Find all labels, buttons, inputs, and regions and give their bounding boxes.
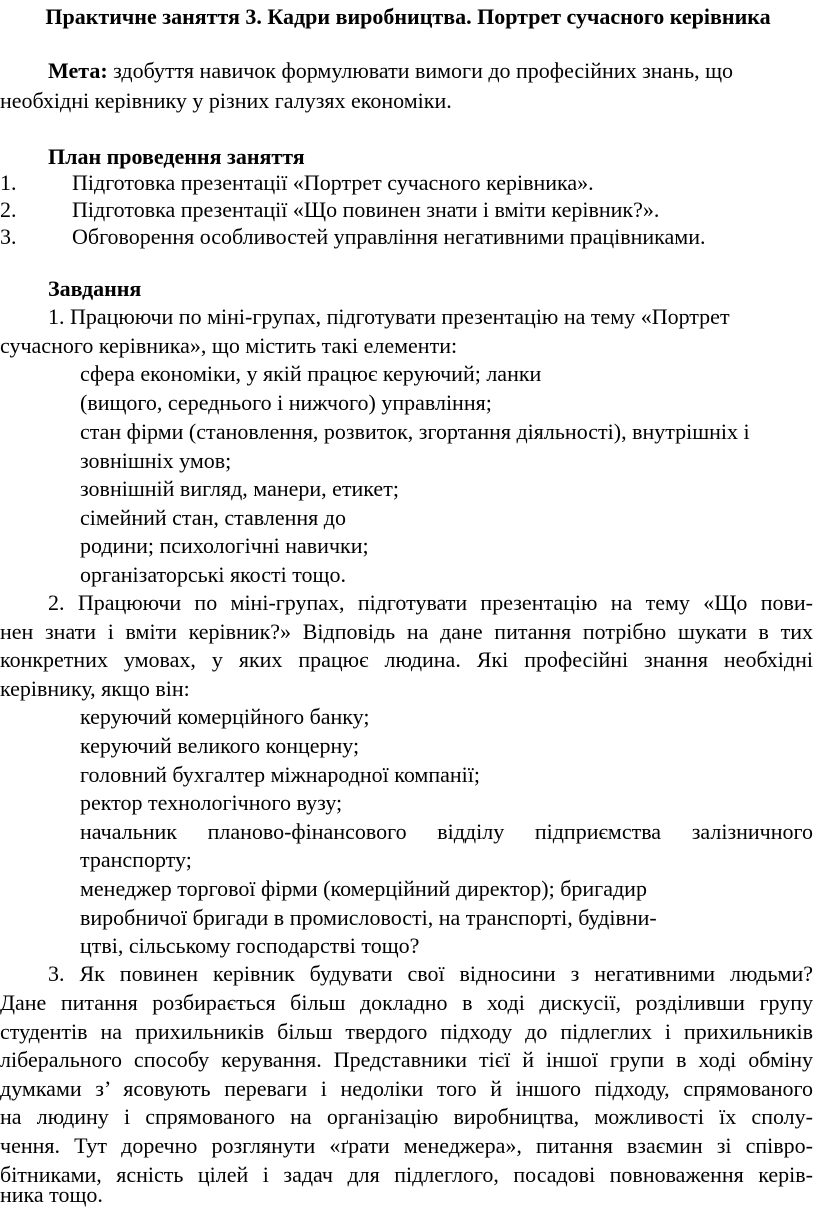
task3-line: 3. Як повинен керівник будувати свої відносини з негативними людьми? <box>48 961 813 986</box>
task3-line: студентів на прихильників більш твердого підходу до підлеглих і прихильників <box>0 1019 813 1044</box>
task2-role: цтві, сільському господарстві тощо? <box>80 933 420 958</box>
task2-line-1: 2. Працюючи по міні-групах, підготувати презентацію на тему «Що пови- <box>48 590 813 615</box>
task3-line: Дане питання розбирається більш докладно в ході дискусії, розділивши групу <box>0 990 813 1015</box>
goal-line-2: необхідні керівнику у різних галузях економіки. <box>0 88 452 113</box>
plan-item-number: 3. <box>0 224 17 249</box>
task3-line: думками з’ ясовують переваги і недоліки того й іншого підходу, спрямованого <box>0 1076 813 1101</box>
task2-role: виробничої бригади в промисловості, на транспорті, будівни- <box>80 905 657 930</box>
plan-item-number: 2. <box>0 197 17 222</box>
task2-line-2: нен знати і вміти керівник?» Відповідь на дане питання потрібно шукати в тих <box>0 619 813 644</box>
plan-item-text: Підготовка презентації «Що повинен знати і вміти керівник?». <box>72 197 660 222</box>
plan-heading: План проведення заняття <box>48 144 305 169</box>
task1-element: сфера економіки, у якій працює керуючий; ланки <box>80 361 542 386</box>
task2-role: ректор технологічного вузу; <box>80 790 343 815</box>
task2-role: керуючий комерційного банку; <box>80 704 370 729</box>
tasks-heading: Завдання <box>48 276 142 301</box>
task1-element: організаторські якості тощо. <box>80 562 346 587</box>
task2-role: начальник планово-фінансового відділу підприємства залізничного <box>80 819 813 844</box>
plan-item-text: Підготовка презентації «Портрет сучасного керівника». <box>72 170 594 195</box>
task3-line: ліберального способу керування. Представники тієї й іншої групи в ході обміну <box>0 1047 813 1072</box>
task1-element: (вищого, середнього і нижчого) управління; <box>80 390 492 415</box>
goal-label: Мета: <box>48 58 108 83</box>
task1-line-1: 1. Працюючи по міні-групах, підготувати презентацію на тему «Портрет <box>48 304 730 329</box>
task2-role: керуючий великого концерну; <box>80 733 360 758</box>
task1-element: зовнішній вигляд, манери, етикет; <box>80 476 399 501</box>
task1-element: стан фірми (становлення, розвиток, згортання діяльності), внутрішніх і <box>80 419 750 444</box>
task3-line: бітниками, ясність цілей і задач для підлеглого, посадові повноваження керів- <box>0 1162 813 1187</box>
task2-role: транспорту; <box>80 847 192 872</box>
task2-role: менеджер торгової фірми (комерційний директор); бригадир <box>80 876 647 901</box>
task2-line-4: керівнику, якщо він: <box>0 676 190 701</box>
task1-element: зовнішніх умов; <box>80 448 232 473</box>
plan-item-number: 1. <box>0 170 17 195</box>
task2-role: головний бухгалтер міжнародної компанії; <box>80 762 481 787</box>
task3-line: чення. Тут доречно розглянути «ґрати менеджера», питання взаємин зі співро- <box>0 1133 813 1158</box>
goal-text-1: здобуття навичок формулювати вимоги до професійних знань, що <box>107 58 734 83</box>
page-title: Практичне заняття 3. Кадри виробництва. Портрет сучасного керівника <box>45 4 771 29</box>
task3-line: ника тощо. <box>0 1182 103 1207</box>
task1-line-2: сучасного керівника», що містить такі елементи: <box>0 333 458 358</box>
task3-line: на людину і спрямованого на організацію виробництва, можливості їх сполу- <box>0 1104 813 1129</box>
task2-line-3: конкретних умовах, у яких працює людина. Які професійні знання необхідні <box>0 647 813 672</box>
task1-element: сімейний стан, ставлення до <box>80 505 346 530</box>
plan-item-text: Обговорення особливостей управління негативними працівниками. <box>72 224 706 249</box>
goal-line-1 <box>48 56 733 86</box>
task1-element: родини; психологічні навички; <box>80 533 369 558</box>
